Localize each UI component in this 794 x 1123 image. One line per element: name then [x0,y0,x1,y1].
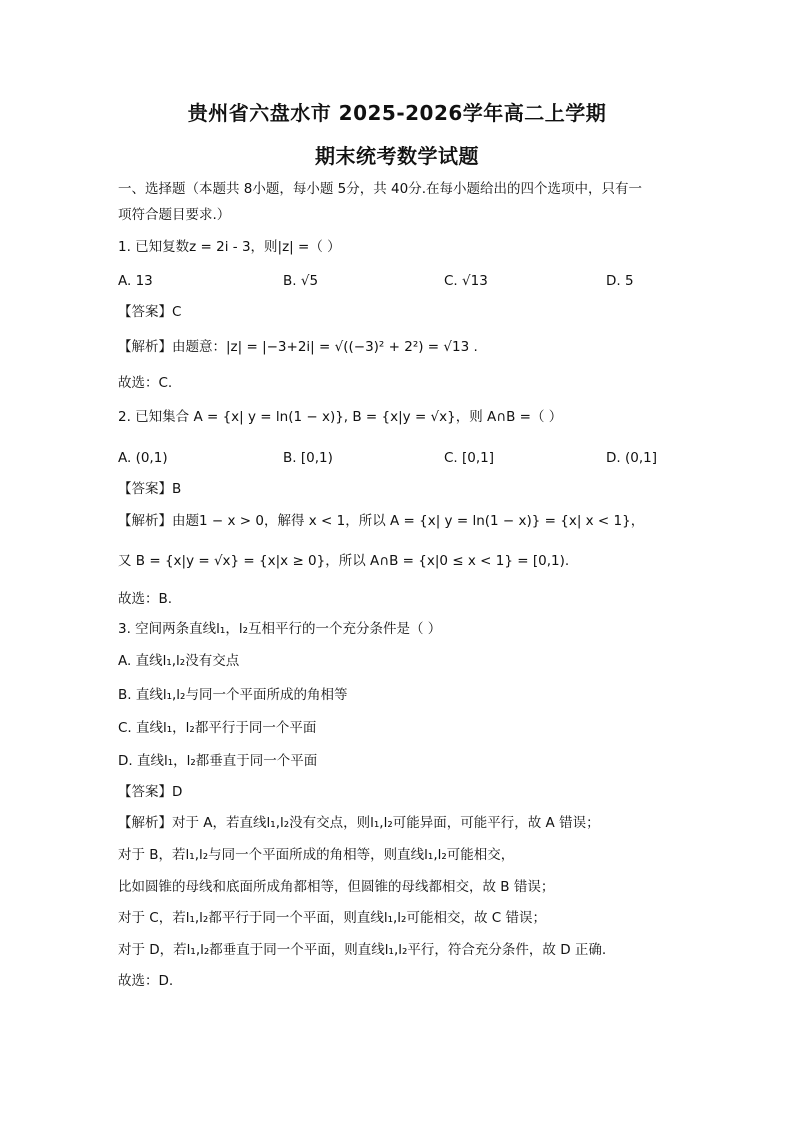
q2-option-a: A. (0,1) [118,450,168,466]
q1-option-b: B. √5 [283,273,319,289]
q3-option-b: B. 直线l₁,l₂与同一个平面所成的角相等 [118,687,348,703]
q2-answer: 【答案】B [118,481,182,497]
q2-analysis-line-2: 又 B = {x|y = √x} = {x|x ≥ 0}，所以 A∩B = {x|0 ≤ x < 1} = [0,1). [118,553,570,569]
q1-analysis: 【解析】由题意：|z| = |−3+2i| = √((−3)² + 2²) = √13 . [118,339,478,355]
q2-analysis-line-1: 【解析】由题1 − x > 0，解得 x < 1，所以 A = {x| y = ln(1 − x)} = {x| x < 1}， [118,513,645,529]
q3-answer: 【答案】D [118,784,183,800]
q3-analysis-line-4: 对于 C，若l₁,l₂都平行于同一个平面，则直线l₁,l₂可能相交，故 C 错误； [118,910,546,926]
q1-option-d: D. 5 [606,273,634,289]
q3-analysis-line-3: 比如圆锥的母线和底面所成角都相等，但圆锥的母线都相交，故 B 错误； [118,879,555,895]
section-intro-1: 一、选择题（本题共 8小题，每小题 5分，共 40分.在每小题给出的四个选项中，只有一 [118,181,643,197]
q2-option-d: D. (0,1] [606,450,657,466]
q3-option-a: A. 直线l₁,l₂没有交点 [118,653,240,669]
q3-choice: 故选：D. [118,973,174,989]
q2-choice: 故选：B. [118,591,173,607]
q3-analysis-line-1: 【解析】对于 A，若直线l₁,l₂没有交点，则l₁,l₂可能异面，可能平行，故 A 错误； [118,815,600,831]
q3-stem: 3. 空间两条直线l₁，l₂互相平行的一个充分条件是（ ） [118,621,442,637]
q2-option-c: C. [0,1] [444,450,495,466]
q3-analysis-line-5: 对于 D，若l₁,l₂都垂直于同一个平面，则直线l₁,l₂平行，符合充分条件，故 D 正确. [118,942,607,958]
q3-option-d: D. 直线l₁，l₂都垂直于同一个平面 [118,753,318,769]
q2-option-b: B. [0,1) [283,450,333,466]
q1-choice: 故选：C. [118,375,173,391]
section-intro-2: 项符合题目要求.） [118,207,231,223]
title-line-2: 期末统考数学试题 [315,144,479,168]
q3-option-c: C. 直线l₁，l₂都平行于同一个平面 [118,720,317,736]
q1-stem: 1. 已知复数z = 2i - 3，则|z| =（ ） [118,239,341,255]
q1-option-c: C. √13 [444,273,488,289]
q1-answer: 【答案】C [118,304,182,320]
title-line-1: 贵州省六盘水市 2025-2026学年高二上学期 [187,101,607,125]
q3-analysis-line-2: 对于 B，若l₁,l₂与同一个平面所成的角相等，则直线l₁,l₂可能相交， [118,847,515,863]
q2-stem: 2. 已知集合 A = {x| y = ln(1 − x)}, B = {x|y = √x}，则 A∩B =（ ） [118,409,563,425]
q1-option-a: A. 13 [118,273,153,289]
